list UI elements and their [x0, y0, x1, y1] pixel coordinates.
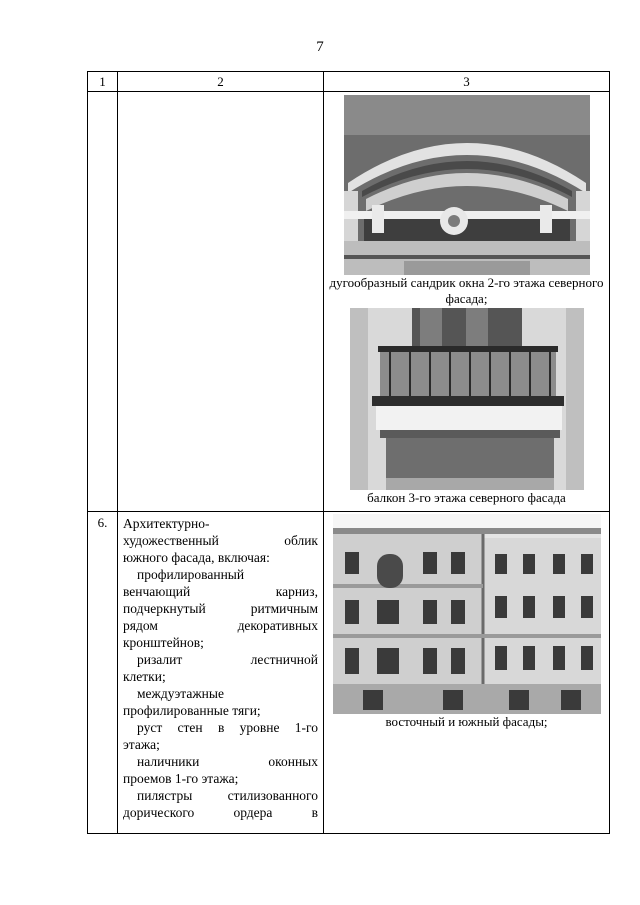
page-number: 7 — [316, 39, 324, 55]
row-description — [118, 512, 324, 834]
header-col-1: 1 — [88, 72, 118, 92]
desc-line: южного фасада, включая: — [123, 550, 270, 565]
caption-pediment: дугообразный сандрик окна 2-го этажа северного фасада; — [329, 275, 604, 306]
desc-line: проемов 1-го этажа; — [123, 771, 239, 786]
row-description — [118, 92, 324, 512]
desc-line: кронштейнов; — [123, 635, 204, 650]
row-number: 6. — [88, 512, 118, 834]
row-photos — [324, 92, 610, 512]
monument-table — [87, 71, 610, 834]
table-header-row — [88, 72, 610, 92]
table-row — [88, 92, 610, 512]
desc-line: клетки; — [123, 669, 166, 684]
desc-line: наличники оконных — [137, 754, 318, 769]
balcony-photo — [350, 308, 584, 490]
desc-line: ризалит лестничной — [137, 652, 318, 667]
desc-line: подчеркнутый ритмичным — [123, 601, 318, 616]
header-col-3: 3 — [324, 72, 610, 92]
desc-line: художественный облик — [123, 533, 318, 548]
desc-line: рядом декоративных — [123, 618, 318, 633]
caption-courtyard: восточный и южный фасады; — [385, 714, 548, 729]
table-row — [88, 512, 610, 834]
desc-line: дорического ордера в — [123, 805, 318, 820]
desc-line: Архитектурно- — [123, 516, 210, 531]
desc-line: венчающий карниз, — [123, 584, 318, 599]
desc-line: руст стен в уровне 1-го — [137, 720, 318, 735]
row-photos — [324, 512, 610, 834]
desc-line: профилированный — [137, 567, 245, 582]
pediment-photo — [344, 95, 590, 275]
desc-line: междуэтажные — [137, 686, 224, 701]
desc-line: профилированные тяги; — [123, 703, 261, 718]
desc-line: этажа; — [123, 737, 160, 752]
row-number — [88, 92, 118, 512]
courtyard-photo — [333, 514, 601, 714]
desc-line: пилястры стилизованного — [137, 788, 318, 803]
header-col-2: 2 — [118, 72, 324, 92]
caption-balcony: балкон 3-го этажа северного фасада — [367, 490, 566, 505]
